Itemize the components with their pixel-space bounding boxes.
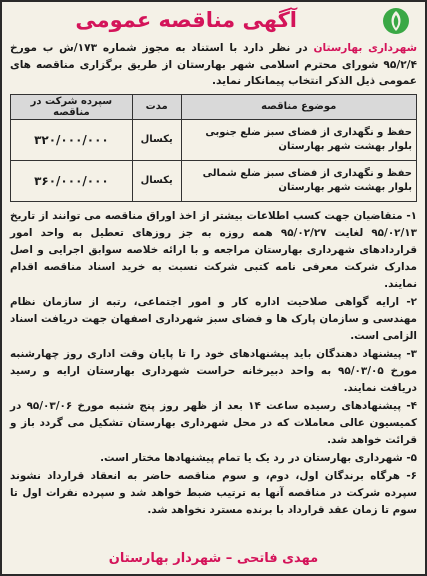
cell-duration: یکسال	[132, 160, 181, 201]
table-row	[11, 119, 417, 160]
intro-organization: شهرداری بهارستان	[313, 42, 417, 54]
notice-header	[10, 6, 417, 40]
table-header-row	[11, 94, 417, 119]
table-row	[11, 160, 417, 201]
condition-item: ۱- متقاضیان جهت کسب اطلاعات بیشتر از اخذ اوراق مناقصه می توانند از تاریخ ۹۵/۰۲/۱۳ لغایت ۹۵/۰۲/۲۷ همه روزه به جز روزهای تعطیل به واحد امور قراردادهای شهرداری بهارستان مراجعه و با ارائه خلاصه سوابق اجرایی و اصل مدارک شرکت معرفی نامه کتبی شرکت نسبت به خرید اسناد مناقصه اقدام نمایند.	[10, 209, 417, 290]
condition-item: ۴- پیشنهادهای رسیده ساعت ۱۴ بعد از ظهر روز پنج شنبه مورخ ۹۵/۰۳/۰۶ در کمیسیون عالی معاملات که در محل شهرداری بهارستان تشکیل می گردد باز و قرائت خواهد شد.	[10, 399, 418, 446]
cell-subject: حفظ و نگهداری از فضای سبز ضلع شمالی بلوار بهشت شهر بهارستان	[181, 160, 416, 201]
condition-item: ۲- ارایه گواهی صلاحیت اداره کار و امور اجتماعی، رتبه از سازمان نظام مهندسی و سازمان پارک ها و فضای سبز شهرداری اصفهان جهت دریافت اسناد الزامی است.	[10, 295, 417, 342]
signature: مهدی فاتحی – شهردار بهارستان	[108, 551, 319, 566]
header-deposit: سپرده شرکت در مناقصه	[11, 94, 133, 119]
cell-subject: حفظ و نگهداری از فضای سبز ضلع جنوبی بلوار بهشت شهر بهارستان	[181, 119, 416, 160]
condition-item: ۵- شهرداری بهارستان در رد یک یا تمام پیشنهادها مختار است.	[100, 451, 417, 464]
condition-item: ۳- پیشنهاد دهندگان باید پیشنهادهای خود را تا پایان وقت اداری روز چهارشنبه مورخ ۹۵/۰۳/۰۵ به واحد دبیرخانه حراست شهرداری بهارستان ارایه و رسید دریافت نمایند.	[10, 347, 417, 394]
notice-title: آگهی مناقصه عمومی	[75, 8, 297, 32]
cell-duration: یکسال	[132, 119, 181, 160]
condition-item: ۶- هرگاه برندگان اول، دوم، و سوم مناقصه حاضر به انعقاد قرارداد نشوند سپرده شرکت در مناقصه آنها به ترتیب ضبط خواهد شد و سپرده نفرات اول تا سوم تا زمان عقد قرارداد با برنده مسترد نخواهد شد.	[10, 469, 417, 516]
intro-text	[10, 40, 417, 90]
header-duration: مدت	[132, 94, 181, 119]
municipality-logo-icon	[381, 6, 411, 36]
header-subject: موضوع مناقصه	[181, 94, 416, 119]
cell-deposit: ۳۶۰/۰۰۰/۰۰۰	[11, 160, 133, 201]
intro-body: در نظر دارد با استناد به مجوز شماره ۱۷۳/ش ب مورخ ۹۵/۲/۴ شورای محترم اسلامی شهر بهارستان از طریق برگزاری مناقصه های عمومی ذیل الذکر انتخاب پیمانکار نماید.	[10, 42, 417, 87]
tenders-table	[10, 94, 417, 202]
conditions-list	[10, 208, 417, 519]
cell-deposit: ۳۲۰/۰۰۰/۰۰۰	[11, 119, 133, 160]
